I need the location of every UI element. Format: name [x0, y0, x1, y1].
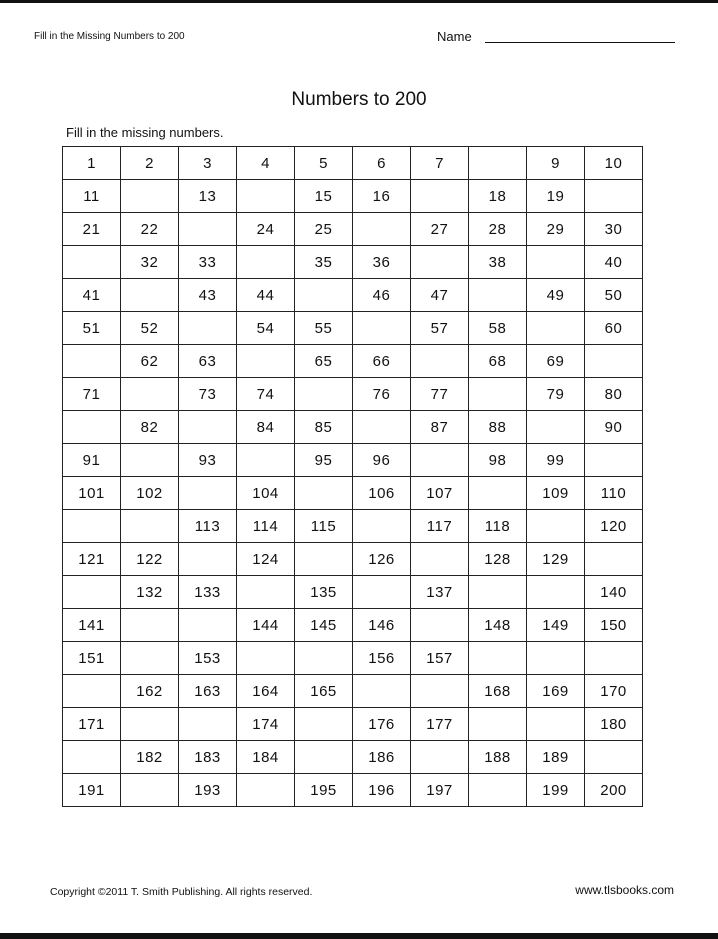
- number-cell: 109: [527, 477, 585, 510]
- blank-number-cell[interactable]: [353, 411, 411, 444]
- number-cell: 44: [237, 279, 295, 312]
- number-cell: 85: [295, 411, 353, 444]
- instructions: Fill in the missing numbers.: [66, 125, 224, 140]
- blank-number-cell[interactable]: [585, 741, 643, 774]
- blank-number-cell[interactable]: [411, 543, 469, 576]
- blank-number-cell[interactable]: [179, 411, 237, 444]
- blank-number-cell[interactable]: [411, 675, 469, 708]
- number-cell: 157: [411, 642, 469, 675]
- number-cell: 51: [63, 312, 121, 345]
- blank-number-cell[interactable]: [353, 213, 411, 246]
- blank-number-cell[interactable]: [63, 741, 121, 774]
- number-cell: 188: [469, 741, 527, 774]
- number-cell: 69: [527, 345, 585, 378]
- number-cell: 41: [63, 279, 121, 312]
- grid-row: [63, 642, 643, 675]
- blank-number-cell[interactable]: [585, 180, 643, 213]
- number-cell: 140: [585, 576, 643, 609]
- blank-number-cell[interactable]: [353, 675, 411, 708]
- number-cell: 144: [237, 609, 295, 642]
- blank-number-cell[interactable]: [237, 774, 295, 807]
- number-cell: 91: [63, 444, 121, 477]
- number-cell: 33: [179, 246, 237, 279]
- grid-row: [63, 741, 643, 774]
- number-cell: 25: [295, 213, 353, 246]
- number-cell: 149: [527, 609, 585, 642]
- blank-number-cell[interactable]: [295, 477, 353, 510]
- number-cell: 6: [353, 147, 411, 180]
- number-cell: 145: [295, 609, 353, 642]
- grid-row: [63, 510, 643, 543]
- blank-number-cell[interactable]: [237, 444, 295, 477]
- number-cell: 99: [527, 444, 585, 477]
- number-cell: 35: [295, 246, 353, 279]
- blank-number-cell[interactable]: [353, 510, 411, 543]
- number-cell: 29: [527, 213, 585, 246]
- grid-row: [63, 411, 643, 444]
- number-cell: 153: [179, 642, 237, 675]
- number-cell: 88: [469, 411, 527, 444]
- number-cell: 1: [63, 147, 121, 180]
- number-cell: 58: [469, 312, 527, 345]
- blank-number-cell[interactable]: [63, 246, 121, 279]
- blank-number-cell[interactable]: [121, 444, 179, 477]
- number-cell: 71: [63, 378, 121, 411]
- number-cell: 68: [469, 345, 527, 378]
- number-cell: 110: [585, 477, 643, 510]
- blank-number-cell[interactable]: [295, 543, 353, 576]
- number-cell: 30: [585, 213, 643, 246]
- number-cell: 10: [585, 147, 643, 180]
- number-cell: 84: [237, 411, 295, 444]
- number-cell: 171: [63, 708, 121, 741]
- grid-row: [63, 246, 643, 279]
- blank-number-cell[interactable]: [527, 510, 585, 543]
- blank-number-cell[interactable]: [353, 576, 411, 609]
- number-cell: 180: [585, 708, 643, 741]
- grid-row: [63, 444, 643, 477]
- number-cell: 200: [585, 774, 643, 807]
- number-cell: 137: [411, 576, 469, 609]
- number-cell: 126: [353, 543, 411, 576]
- number-cell: 38: [469, 246, 527, 279]
- top-border: [0, 0, 718, 3]
- blank-number-cell[interactable]: [469, 477, 527, 510]
- number-cell: 63: [179, 345, 237, 378]
- blank-number-cell[interactable]: [295, 741, 353, 774]
- grid-row: [63, 279, 643, 312]
- number-cell: 199: [527, 774, 585, 807]
- grid-row: [63, 147, 643, 180]
- number-cell: 3: [179, 147, 237, 180]
- number-cell: 74: [237, 378, 295, 411]
- blank-number-cell[interactable]: [179, 609, 237, 642]
- blank-number-cell[interactable]: [469, 576, 527, 609]
- blank-number-cell[interactable]: [353, 312, 411, 345]
- number-cell: 76: [353, 378, 411, 411]
- grid-row: [63, 477, 643, 510]
- number-cell: 196: [353, 774, 411, 807]
- blank-number-cell[interactable]: [237, 180, 295, 213]
- blank-number-cell[interactable]: [237, 246, 295, 279]
- number-cell: 24: [237, 213, 295, 246]
- number-cell: 5: [295, 147, 353, 180]
- blank-number-cell[interactable]: [179, 543, 237, 576]
- blank-number-cell[interactable]: [295, 708, 353, 741]
- number-cell: 115: [295, 510, 353, 543]
- grid-row: [63, 576, 643, 609]
- blank-number-cell[interactable]: [237, 576, 295, 609]
- grid-row: [63, 543, 643, 576]
- blank-number-cell[interactable]: [527, 642, 585, 675]
- blank-number-cell[interactable]: [469, 642, 527, 675]
- number-cell: 141: [63, 609, 121, 642]
- number-cell: 146: [353, 609, 411, 642]
- grid-row: [63, 312, 643, 345]
- number-cell: 177: [411, 708, 469, 741]
- page-title: Numbers to 200: [291, 89, 427, 110]
- blank-number-cell[interactable]: [527, 576, 585, 609]
- blank-number-cell[interactable]: [295, 279, 353, 312]
- number-cell: 79: [527, 378, 585, 411]
- number-cell: 193: [179, 774, 237, 807]
- number-cell: 106: [353, 477, 411, 510]
- grid-row: [63, 708, 643, 741]
- number-cell: 87: [411, 411, 469, 444]
- number-cell: 163: [179, 675, 237, 708]
- number-grid: [62, 146, 643, 807]
- bottom-border: [0, 933, 718, 939]
- blank-number-cell[interactable]: [295, 642, 353, 675]
- blank-number-cell[interactable]: [527, 246, 585, 279]
- number-cell: 102: [121, 477, 179, 510]
- blank-number-cell[interactable]: [121, 642, 179, 675]
- number-cell: 101: [63, 477, 121, 510]
- number-cell: 55: [295, 312, 353, 345]
- number-cell: 169: [527, 675, 585, 708]
- number-cell: 128: [469, 543, 527, 576]
- blank-number-cell[interactable]: [179, 213, 237, 246]
- number-cell: 148: [469, 609, 527, 642]
- number-cell: 32: [121, 246, 179, 279]
- blank-number-cell[interactable]: [469, 279, 527, 312]
- number-cell: 124: [237, 543, 295, 576]
- number-cell: 133: [179, 576, 237, 609]
- number-cell: 117: [411, 510, 469, 543]
- number-cell: 114: [237, 510, 295, 543]
- number-cell: 164: [237, 675, 295, 708]
- number-cell: 4: [237, 147, 295, 180]
- number-cell: 57: [411, 312, 469, 345]
- blank-number-cell[interactable]: [411, 741, 469, 774]
- blank-number-cell[interactable]: [585, 345, 643, 378]
- blank-number-cell[interactable]: [527, 708, 585, 741]
- blank-number-cell[interactable]: [63, 510, 121, 543]
- website-link: www.tlsbooks.com: [575, 883, 674, 897]
- grid-row: [63, 774, 643, 807]
- number-cell: 186: [353, 741, 411, 774]
- blank-number-cell[interactable]: [469, 378, 527, 411]
- blank-number-cell[interactable]: [63, 411, 121, 444]
- number-cell: 189: [527, 741, 585, 774]
- grid-row: [63, 609, 643, 642]
- number-cell: 50: [585, 279, 643, 312]
- number-cell: 162: [121, 675, 179, 708]
- blank-number-cell[interactable]: [469, 708, 527, 741]
- blank-number-cell[interactable]: [63, 576, 121, 609]
- number-cell: 95: [295, 444, 353, 477]
- number-cell: 77: [411, 378, 469, 411]
- grid-row: [63, 675, 643, 708]
- number-cell: 120: [585, 510, 643, 543]
- number-cell: 2: [121, 147, 179, 180]
- number-cell: 90: [585, 411, 643, 444]
- number-cell: 40: [585, 246, 643, 279]
- number-cell: 174: [237, 708, 295, 741]
- grid-row: [63, 345, 643, 378]
- number-cell: 82: [121, 411, 179, 444]
- blank-number-cell[interactable]: [121, 279, 179, 312]
- number-cell: 104: [237, 477, 295, 510]
- number-cell: 18: [469, 180, 527, 213]
- grid-row: [63, 378, 643, 411]
- number-cell: 46: [353, 279, 411, 312]
- number-cell: 16: [353, 180, 411, 213]
- number-cell: 98: [469, 444, 527, 477]
- blank-number-cell[interactable]: [121, 510, 179, 543]
- number-cell: 118: [469, 510, 527, 543]
- blank-number-cell[interactable]: [237, 642, 295, 675]
- number-cell: 80: [585, 378, 643, 411]
- number-cell: 19: [527, 180, 585, 213]
- blank-number-cell[interactable]: [585, 543, 643, 576]
- worksheet-label: Fill in the Missing Numbers to 200: [34, 31, 185, 42]
- blank-number-cell[interactable]: [411, 180, 469, 213]
- number-cell: 132: [121, 576, 179, 609]
- name-label: Name: [437, 29, 472, 44]
- name-blank-line: [485, 42, 675, 43]
- number-cell: 47: [411, 279, 469, 312]
- blank-number-cell[interactable]: [411, 345, 469, 378]
- grid-row: [63, 213, 643, 246]
- number-cell: 11: [63, 180, 121, 213]
- number-cell: 129: [527, 543, 585, 576]
- number-cell: 183: [179, 741, 237, 774]
- blank-number-cell[interactable]: [121, 609, 179, 642]
- number-cell: 150: [585, 609, 643, 642]
- grid-row: [63, 180, 643, 213]
- number-cell: 135: [295, 576, 353, 609]
- number-cell: 22: [121, 213, 179, 246]
- number-cell: 66: [353, 345, 411, 378]
- blank-number-cell[interactable]: [469, 774, 527, 807]
- number-cell: 195: [295, 774, 353, 807]
- number-cell: 36: [353, 246, 411, 279]
- number-cell: 21: [63, 213, 121, 246]
- blank-number-cell[interactable]: [63, 675, 121, 708]
- blank-number-cell[interactable]: [63, 345, 121, 378]
- number-cell: 113: [179, 510, 237, 543]
- number-cell: 9: [527, 147, 585, 180]
- blank-number-cell[interactable]: [585, 444, 643, 477]
- number-cell: 52: [121, 312, 179, 345]
- blank-number-cell[interactable]: [179, 312, 237, 345]
- number-cell: 151: [63, 642, 121, 675]
- blank-number-cell[interactable]: [295, 378, 353, 411]
- number-cell: 182: [121, 741, 179, 774]
- number-cell: 184: [237, 741, 295, 774]
- number-cell: 43: [179, 279, 237, 312]
- blank-number-cell[interactable]: [121, 708, 179, 741]
- copyright-notice: Copyright ©2011 T. Smith Publishing. All rights reserved.: [50, 886, 313, 898]
- blank-number-cell[interactable]: [121, 378, 179, 411]
- blank-number-cell[interactable]: [121, 774, 179, 807]
- number-cell: 27: [411, 213, 469, 246]
- number-cell: 15: [295, 180, 353, 213]
- number-cell: 96: [353, 444, 411, 477]
- blank-number-cell[interactable]: [585, 642, 643, 675]
- blank-number-cell[interactable]: [121, 180, 179, 213]
- number-cell: 121: [63, 543, 121, 576]
- number-cell: 122: [121, 543, 179, 576]
- number-cell: 54: [237, 312, 295, 345]
- number-cell: 13: [179, 180, 237, 213]
- blank-number-cell[interactable]: [179, 477, 237, 510]
- number-cell: 107: [411, 477, 469, 510]
- number-cell: 176: [353, 708, 411, 741]
- number-cell: 191: [63, 774, 121, 807]
- blank-number-cell[interactable]: [237, 345, 295, 378]
- number-cell: 49: [527, 279, 585, 312]
- blank-number-cell[interactable]: [527, 411, 585, 444]
- number-cell: 168: [469, 675, 527, 708]
- number-cell: 60: [585, 312, 643, 345]
- number-cell: 197: [411, 774, 469, 807]
- number-cell: 156: [353, 642, 411, 675]
- number-cell: 62: [121, 345, 179, 378]
- number-cell: 93: [179, 444, 237, 477]
- number-cell: 73: [179, 378, 237, 411]
- number-cell: 7: [411, 147, 469, 180]
- blank-number-cell[interactable]: [411, 609, 469, 642]
- blank-number-cell[interactable]: [527, 312, 585, 345]
- number-cell: 165: [295, 675, 353, 708]
- number-cell: 170: [585, 675, 643, 708]
- blank-number-cell[interactable]: [411, 246, 469, 279]
- number-cell: 65: [295, 345, 353, 378]
- blank-number-cell[interactable]: [411, 444, 469, 477]
- blank-number-cell[interactable]: [179, 708, 237, 741]
- blank-number-cell[interactable]: [469, 147, 527, 180]
- number-cell: 28: [469, 213, 527, 246]
